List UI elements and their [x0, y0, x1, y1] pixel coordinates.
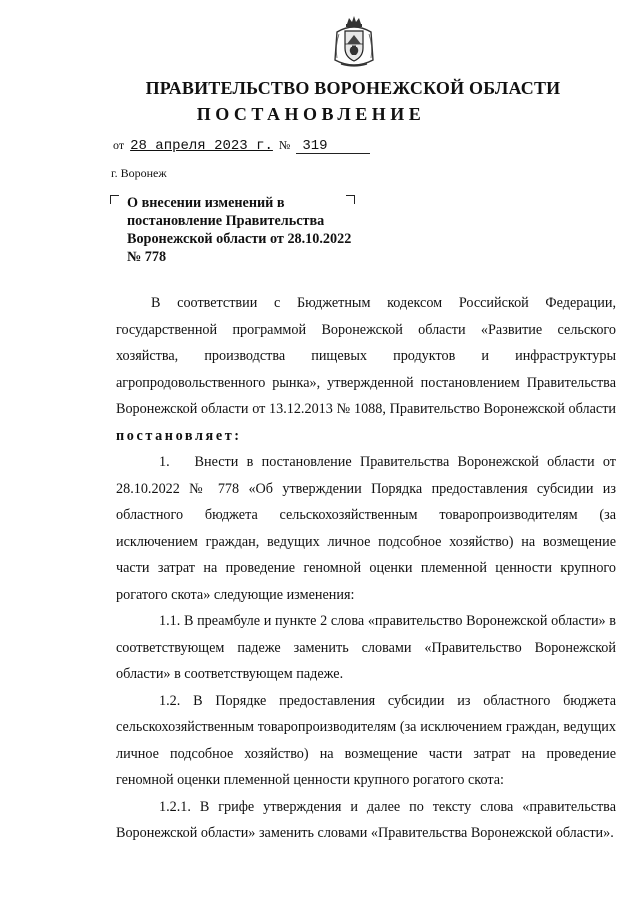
date-number-line: [110, 138, 370, 160]
document-type-heading: ПОСТАНОВЛЕНИЕ: [196, 104, 426, 124]
coat-of-arms-emblem: [331, 14, 377, 70]
number-label: №: [278, 138, 291, 152]
government-title: ПРАВИТЕЛЬСТВО ВОРОНЕЖСКОЙ ОБЛАСТИ: [145, 78, 561, 98]
resolves-word: постановляет:: [116, 427, 242, 444]
preamble-paragraph: [116, 290, 616, 449]
document-subject: О внесении изменений в постановление Правительства Воронежской области от 28.10.2022 № 778: [127, 195, 352, 265]
document-body: [116, 290, 616, 847]
clause-1-1: 1.1. В преамбуле и пункте 2 слова «правительство Воронежской области» в соответствующем падеже заменить словами «Правительство Воронежской области» в соответствующем падеже.: [116, 613, 616, 682]
from-label: от: [113, 138, 125, 152]
subject-corner-left: [110, 195, 119, 204]
clause-1-2: 1.2. В Порядке предоставления субсидии из областного бюджета сельскохозяйственным товаропроизводителям (за исключением граждан, ведущих личное подсобное хозяйство) на возмещение части затрат на проведение геномной оценки племенной ценности крупного рогатого скота:: [116, 692, 616, 788]
preamble-text: В соответствии с Бюджетным кодексом Российской Федерации, государственной программой Воронежской области «Развитие сельского хозяйства, производства пищевых продуктов и инфраструктуры агропродовольственного рынка», утвержденной постановлением Правительства Воронежской области от 13.12.2013 № 1088, Правительство Воронежской области: [116, 295, 616, 417]
document-number: 319: [296, 140, 370, 154]
document-date: 28 апреля 2023 г.: [130, 138, 273, 154]
clause-1: 1. Внести в постановление Правительства Воронежской области от 28.10.2022 № 778 «Об утверждении Порядка предоставления субсидии из областного бюджета сельскохозяйственным товаропроизводителям (за исключением граждан, ведущих личное подсобное хозяйство) на возмещение части затрат на проведение геномной оценки племенной ценности крупного рогатого скота» следующие изменения:: [116, 454, 616, 603]
city-label: г. Воронеж: [111, 166, 167, 180]
clause-1-2-1: 1.2.1. В грифе утверждения и далее по тексту слова «правительства Воронежской области» заменить словами «Правительства Воронежской области».: [116, 798, 616, 841]
